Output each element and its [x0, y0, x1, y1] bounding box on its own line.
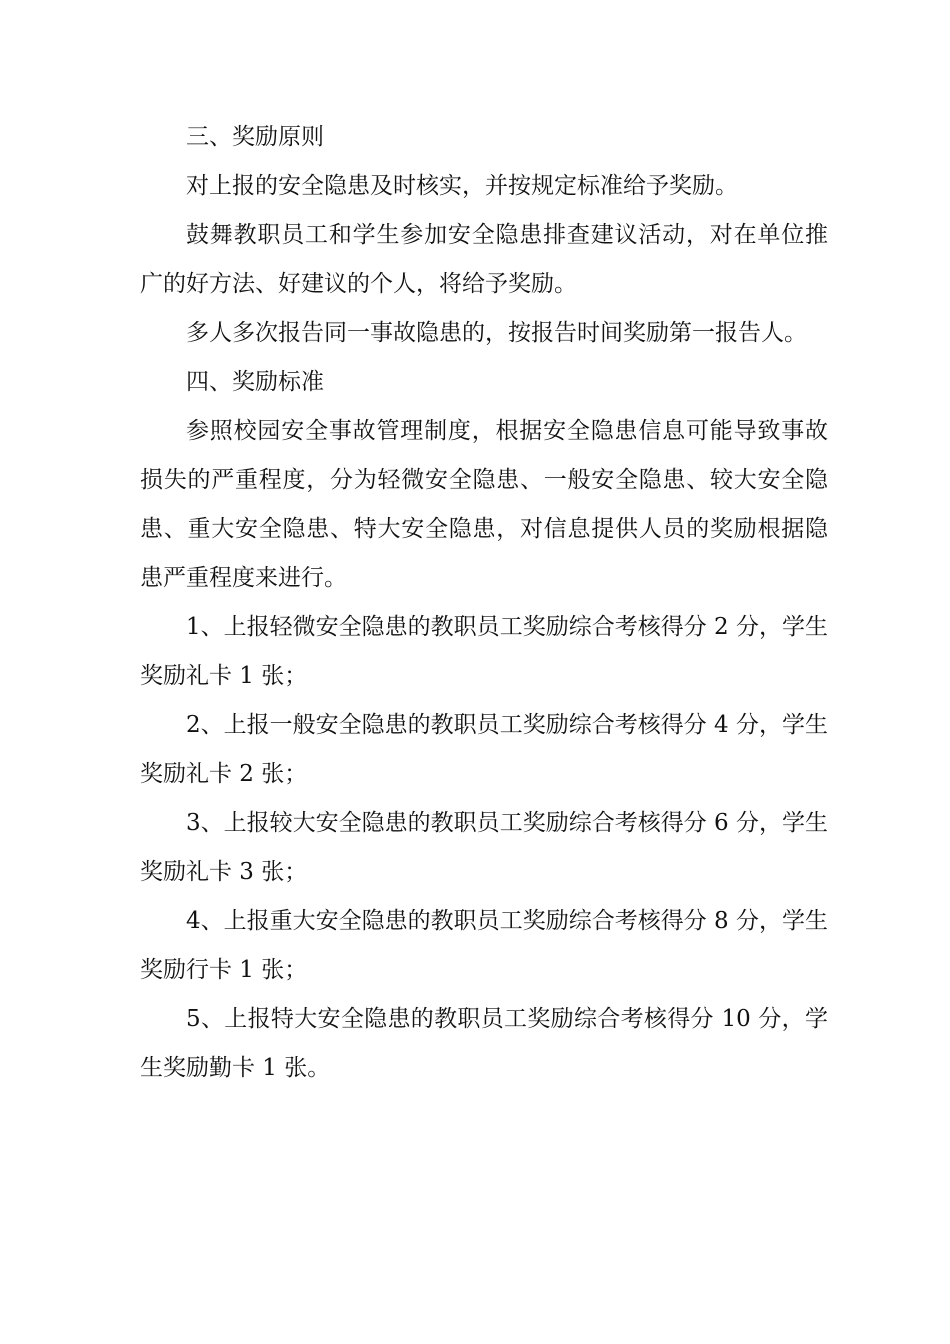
document-body [140, 113, 828, 1093]
list-item-major-hazard: 4、上报重大安全隐患的教职员工奖励综合考核得分 8 分，学生奖励行卡 1 张； [140, 908, 828, 983]
section-heading-reward-principles: 三、奖励原则 [186, 124, 324, 150]
paragraph-first-reporter: 多人多次报告同一事故隐患的，按报告时间奖励第一报告人。 [186, 320, 807, 346]
list-item-minor-hazard: 1、上报轻微安全隐患的教职员工奖励综合考核得分 2 分，学生奖励礼卡 1 张； [140, 614, 828, 689]
list-item-larger-hazard: 3、上报较大安全隐患的教职员工奖励综合考核得分 6 分，学生奖励礼卡 3 张； [140, 810, 828, 885]
paragraph-standards-intro: 参照校园安全事故管理制度，根据安全隐患信息可能导致事故损失的严重程度，分为轻微安全隐患、一般安全隐患、较大安全隐患、重大安全隐患、特大安全隐患，对信息提供人员的奖励根据隐患严重程度来进行。 [140, 418, 828, 591]
section-heading-reward-standards: 四、奖励标准 [186, 369, 324, 395]
list-item-general-hazard: 2、上报一般安全隐患的教职员工奖励综合考核得分 4 分，学生奖励礼卡 2 张； [140, 712, 828, 787]
list-item-extreme-hazard: 5、上报特大安全隐患的教职员工奖励综合考核得分 10 分，学生奖励勤卡 1 张。 [140, 1006, 828, 1081]
paragraph-verify-and-reward: 对上报的安全隐患及时核实，并按规定标准给予奖励。 [186, 173, 738, 199]
paragraph-encourage-participation: 鼓舞教职员工和学生参加安全隐患排查建议活动，对在单位推广的好方法、好建议的个人，将给予奖励。 [140, 222, 828, 297]
